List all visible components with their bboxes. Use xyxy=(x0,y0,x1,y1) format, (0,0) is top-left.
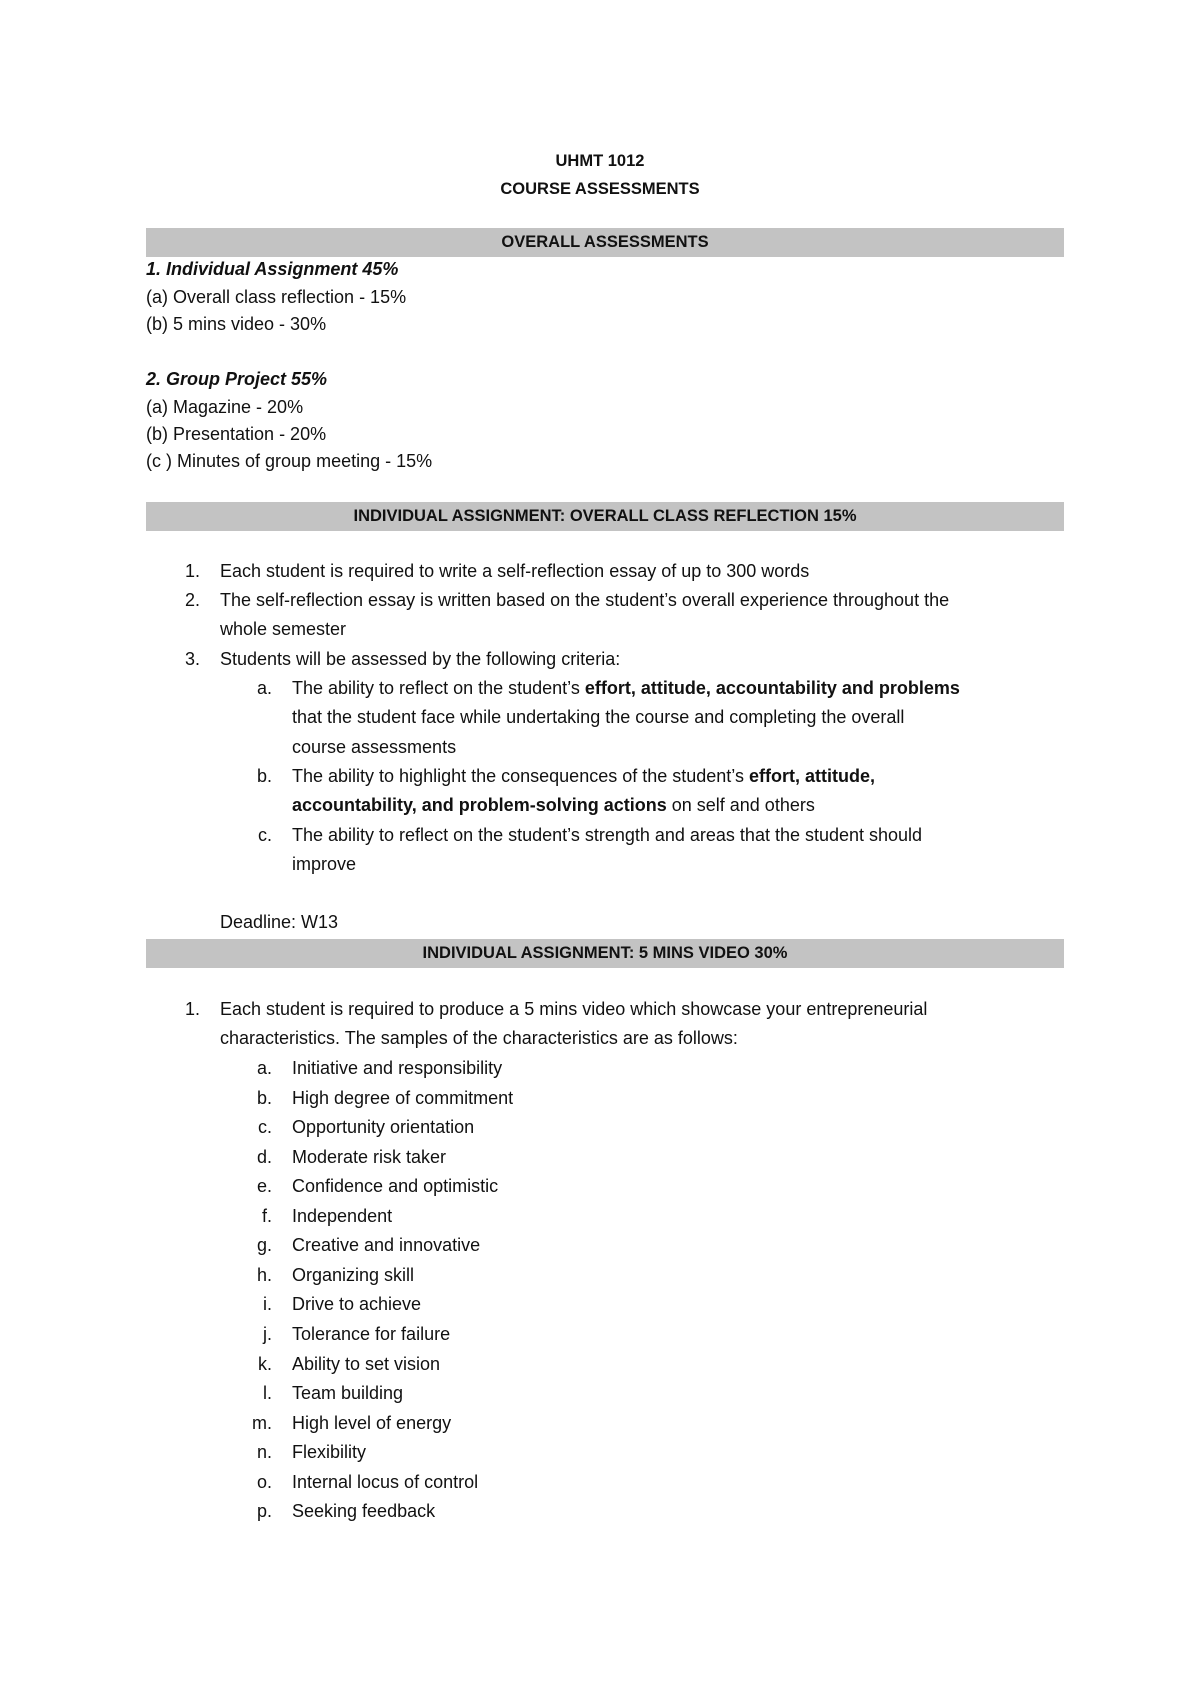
characteristic-label: o. xyxy=(256,1472,272,1492)
sub-list-label: a. xyxy=(256,678,272,698)
reflection-item-continued: whole semester xyxy=(220,619,347,639)
characteristic-item: Independent xyxy=(292,1206,393,1226)
group-project-title: 2. Group Project 55% xyxy=(146,369,328,389)
list-number: 1. xyxy=(184,561,200,581)
criterion-c: The ability to reflect on the student’s strength and areas that the student should xyxy=(292,825,923,845)
sub-list-label: b. xyxy=(256,766,272,786)
criterion-b-emphasis: accountability, and problem-solving actions xyxy=(292,795,667,815)
document-title: COURSE ASSESSMENTS xyxy=(500,180,700,198)
section-heading-overall: OVERALL ASSESSMENTS xyxy=(146,228,1064,257)
sub-list-label: c. xyxy=(257,825,272,845)
criterion-b-emphasis: effort, attitude, xyxy=(748,766,875,786)
criterion-b-continued xyxy=(292,794,815,816)
characteristic-label: i. xyxy=(263,1294,272,1314)
characteristic-label: c. xyxy=(257,1117,272,1137)
criterion-a-emphasis: effort, attitude, accountability and problems xyxy=(584,678,960,698)
video-item-continued: characteristics. The samples of the characteristics are as follows: xyxy=(220,1028,738,1048)
reflection-item: The self-reflection essay is written based on the student’s overall experience throughout the xyxy=(220,590,950,610)
group-item: (c ) Minutes of group meeting - 15% xyxy=(146,451,433,471)
list-number: 1. xyxy=(184,999,200,1019)
group-item: (b) Presentation - 20% xyxy=(146,424,327,444)
individual-item: (b) 5 mins video - 30% xyxy=(146,314,327,334)
characteristic-item: Ability to set vision xyxy=(292,1354,441,1374)
characteristic-label: k. xyxy=(257,1354,272,1374)
list-number: 3. xyxy=(184,649,200,669)
criterion-b-text: The ability to highlight the consequences of the student’s xyxy=(292,766,749,786)
characteristic-item: Initiative and responsibility xyxy=(292,1058,503,1078)
characteristic-item: Confidence and optimistic xyxy=(292,1176,499,1196)
characteristic-label: e. xyxy=(256,1176,272,1196)
criterion-a xyxy=(292,677,960,699)
characteristic-label: h. xyxy=(256,1265,272,1285)
section-heading-video: INDIVIDUAL ASSIGNMENT: 5 MINS VIDEO 30% xyxy=(146,939,1064,968)
section-heading-reflection: INDIVIDUAL ASSIGNMENT: OVERALL CLASS REFLECTION 15% xyxy=(146,502,1064,531)
criterion-b-text: on self and others xyxy=(666,795,815,815)
individual-item: (a) Overall class reflection - 15% xyxy=(146,287,407,307)
characteristic-label: a. xyxy=(256,1058,272,1078)
characteristic-item: High level of energy xyxy=(292,1413,452,1433)
characteristic-label: d. xyxy=(256,1147,272,1167)
individual-assignment-title: 1. Individual Assignment 45% xyxy=(146,259,399,279)
characteristic-item: Team building xyxy=(292,1383,404,1403)
deadline: Deadline: W13 xyxy=(220,912,339,932)
characteristic-label: m. xyxy=(252,1413,272,1433)
characteristic-label: f. xyxy=(261,1206,272,1226)
list-number: 2. xyxy=(184,590,200,610)
group-item: (a) Magazine - 20% xyxy=(146,397,304,417)
video-item: Each student is required to produce a 5 mins video which showcase your entrepreneurial xyxy=(220,999,928,1019)
characteristic-label: g. xyxy=(256,1235,272,1255)
characteristic-item: Creative and innovative xyxy=(292,1235,481,1255)
characteristic-item: Organizing skill xyxy=(292,1265,415,1285)
characteristic-item: Tolerance for failure xyxy=(292,1324,451,1344)
criterion-a-continued: that the student face while undertaking the course and completing the overall xyxy=(292,707,905,727)
characteristic-item: Seeking feedback xyxy=(292,1501,436,1521)
characteristic-label: n. xyxy=(256,1442,272,1462)
characteristic-label: l. xyxy=(263,1383,272,1403)
reflection-item: Each student is required to write a self-reflection essay of up to 300 words xyxy=(220,561,810,581)
criterion-c-continued: improve xyxy=(292,854,357,874)
characteristic-item: Drive to achieve xyxy=(292,1294,422,1314)
characteristic-item: Opportunity orientation xyxy=(292,1117,475,1137)
characteristic-label: p. xyxy=(256,1501,272,1521)
characteristic-item: Flexibility xyxy=(292,1442,367,1462)
criterion-a-continued: course assessments xyxy=(292,737,457,757)
characteristic-item: Moderate risk taker xyxy=(292,1147,447,1167)
characteristic-label: j. xyxy=(263,1324,272,1344)
characteristic-item: Internal locus of control xyxy=(292,1472,479,1492)
course-code: UHMT 1012 xyxy=(555,152,645,170)
criterion-b xyxy=(292,765,875,787)
criterion-a-text: The ability to reflect on the student’s xyxy=(292,678,585,698)
reflection-item: Students will be assessed by the following criteria: xyxy=(220,649,621,669)
characteristic-label: b. xyxy=(256,1088,272,1108)
characteristic-item: High degree of commitment xyxy=(292,1088,514,1108)
